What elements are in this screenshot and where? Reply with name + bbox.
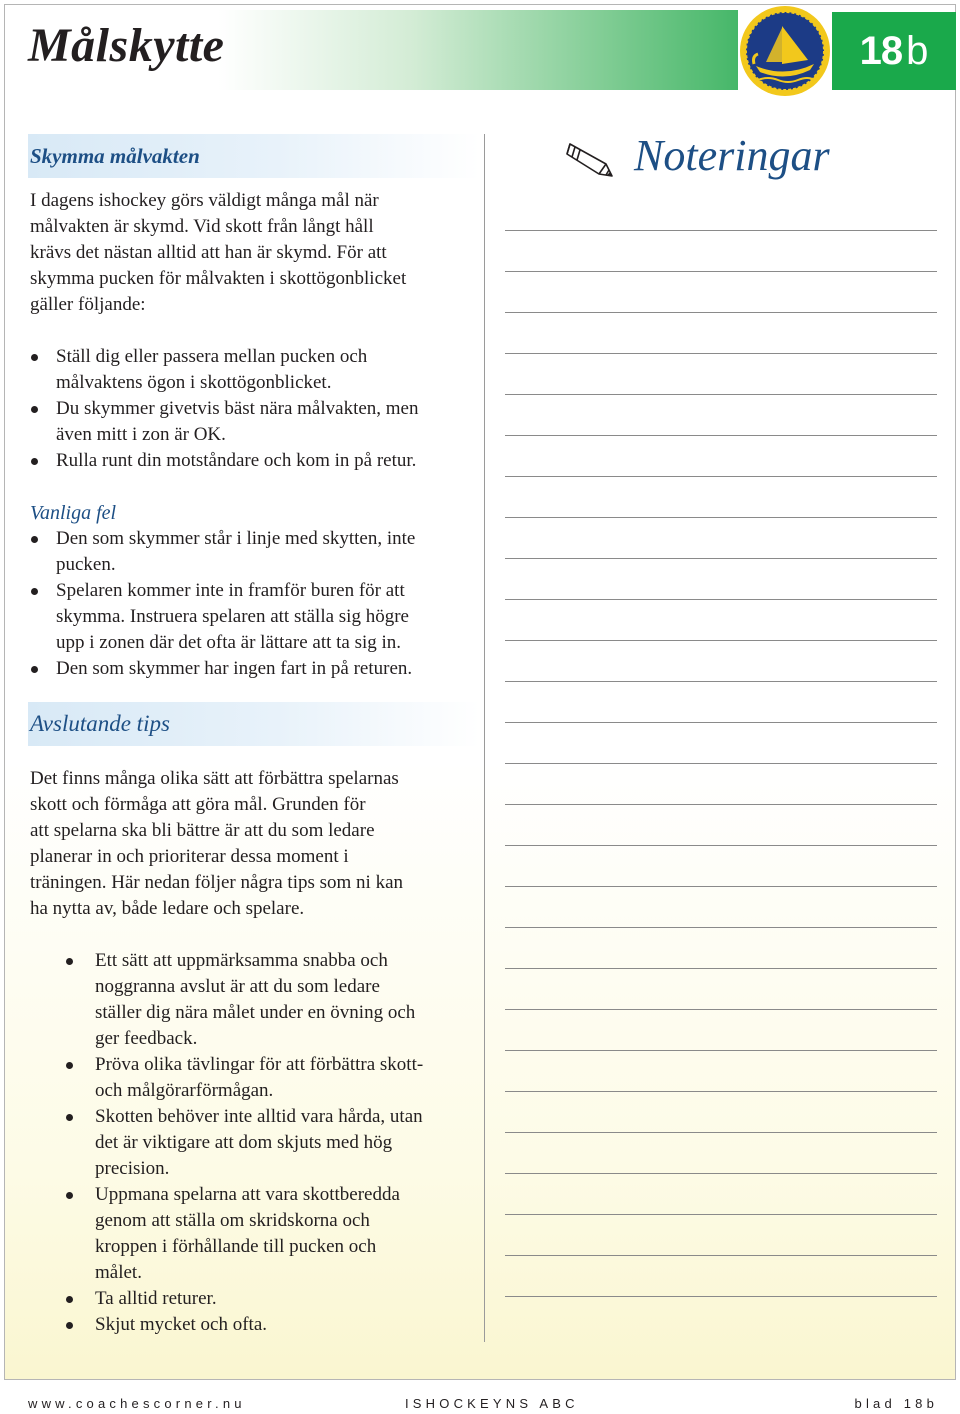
bullet-icon bbox=[31, 588, 38, 595]
page-title: Målskytte bbox=[28, 19, 225, 72]
paragraph-line: gäller följande: bbox=[30, 294, 146, 315]
sheet-suffix: b bbox=[906, 28, 929, 73]
note-line bbox=[505, 353, 937, 354]
bullet-icon bbox=[31, 536, 38, 543]
notes-title: Noteringar bbox=[634, 131, 830, 180]
note-line bbox=[505, 1009, 937, 1010]
sheet-number-badge bbox=[832, 12, 956, 90]
note-line bbox=[505, 722, 937, 723]
paragraph-line: planerar in och prioriterar dessa moment i bbox=[30, 846, 349, 867]
note-line bbox=[505, 927, 937, 928]
paragraph-line: I dagens ishockey görs väldigt många mål när bbox=[30, 190, 379, 211]
list-item: Ta alltid returer. bbox=[30, 1286, 480, 1312]
common-errors-heading: Vanliga fel bbox=[30, 502, 117, 524]
bullet-icon bbox=[66, 1062, 73, 1069]
bullet-icon bbox=[31, 458, 38, 465]
note-line bbox=[505, 1296, 937, 1297]
paragraph-line: Det finns många olika sätt att förbättra spelarnas bbox=[30, 768, 399, 789]
footer-sheet: blad 18b bbox=[854, 1396, 938, 1411]
note-line bbox=[505, 476, 937, 477]
list-item: Rulla runt din motståndare och kom in på retur. bbox=[30, 448, 480, 474]
viking-ship-emblem-icon bbox=[738, 4, 832, 98]
note-line bbox=[505, 1255, 937, 1256]
column-divider bbox=[484, 134, 485, 1342]
note-line bbox=[505, 886, 937, 887]
bullet-icon bbox=[66, 1296, 73, 1303]
bullet-icon bbox=[31, 666, 38, 673]
note-line bbox=[505, 1214, 937, 1215]
note-line bbox=[505, 599, 937, 600]
tips-list bbox=[30, 948, 480, 1338]
note-line bbox=[505, 804, 937, 805]
note-line bbox=[505, 312, 937, 313]
list-item: Den som skymmer står i linje med skytten, inte pucken. bbox=[30, 526, 480, 578]
list-item: Pröva olika tävlingar för att förbättra skott- och målgörarförmågan. bbox=[30, 1052, 480, 1104]
bullet-icon bbox=[31, 354, 38, 361]
footer-series: ISHOCKEYNS ABC bbox=[405, 1396, 579, 1411]
note-line bbox=[505, 640, 937, 641]
list-item: Den som skymmer har ingen fart in på returen. bbox=[30, 656, 480, 682]
section-heading-skymma: Skymma målvakten bbox=[28, 134, 480, 178]
bullet-icon bbox=[66, 1322, 73, 1329]
common-errors-list bbox=[30, 526, 480, 682]
sheet-number: 18 bbox=[859, 28, 903, 73]
note-line bbox=[505, 230, 937, 231]
paragraph-line: krävs det nästan alltid att han är skymd. För att bbox=[30, 242, 387, 263]
note-line bbox=[505, 1091, 937, 1092]
paragraph-line: att spelarna ska bli bättre är att du som ledare bbox=[30, 820, 375, 841]
note-line bbox=[505, 1050, 937, 1051]
bullet-icon bbox=[66, 958, 73, 965]
section2-intro bbox=[30, 766, 480, 922]
main-column bbox=[30, 134, 480, 1338]
note-line bbox=[505, 763, 937, 764]
list-item: Ett sätt att uppmärksamma snabba och noggranna avslut är att du som ledare ställer dig nära målet under en övning och ger feedback. bbox=[30, 948, 480, 1052]
note-line bbox=[505, 1132, 937, 1133]
paragraph-line: ha nytta av, både ledare och spelare. bbox=[30, 898, 305, 919]
list-item: Uppmana spelarna att vara skottberedda genom att ställa om skridskorna och kroppen i förhållande till pucken och målet. bbox=[30, 1182, 480, 1286]
bullet-icon bbox=[66, 1192, 73, 1199]
note-line bbox=[505, 271, 937, 272]
notes-heading bbox=[566, 124, 830, 188]
note-line bbox=[505, 968, 937, 969]
paragraph-line: skymma pucken för målvakten i skottögonblicket bbox=[30, 268, 407, 289]
section1-bullet-list bbox=[30, 344, 480, 474]
bullet-icon bbox=[31, 406, 38, 413]
note-line bbox=[505, 394, 937, 395]
list-item: Du skymmer givetvis bäst nära målvakten, men även mitt i zon är OK. bbox=[30, 396, 480, 448]
section1-intro bbox=[30, 188, 480, 318]
bullet-icon bbox=[66, 1114, 73, 1121]
note-line bbox=[505, 435, 937, 436]
section-heading-avslutande-tips: Avslutande tips bbox=[28, 702, 480, 746]
list-item: Spelaren kommer inte in framför buren för att skymma. Instruera spelaren att ställa sig högre upp i zonen där det ofta är lättare att ta sig in. bbox=[30, 578, 480, 656]
footer-website: www.coachescorner.nu bbox=[28, 1396, 246, 1411]
note-line bbox=[505, 558, 937, 559]
note-line bbox=[505, 681, 937, 682]
list-item: Ställ dig eller passera mellan pucken och målvaktens ögon i skottögonblicket. bbox=[30, 344, 480, 396]
list-item: Skotten behöver inte alltid vara hårda, utan det är viktigare att dom skjuts med hög precision. bbox=[30, 1104, 480, 1182]
paragraph-line: målvakten är skymd. Vid skott från långt håll bbox=[30, 216, 374, 237]
list-item: Skjut mycket och ofta. bbox=[30, 1312, 480, 1338]
paragraph-line: träningen. Här nedan följer några tips som ni kan bbox=[30, 872, 404, 893]
note-line bbox=[505, 517, 937, 518]
note-line bbox=[505, 845, 937, 846]
note-line bbox=[505, 1173, 937, 1174]
paragraph-line: skott och förmåga att göra mål. Grunden för bbox=[30, 794, 366, 815]
pencil-icon bbox=[566, 134, 624, 178]
